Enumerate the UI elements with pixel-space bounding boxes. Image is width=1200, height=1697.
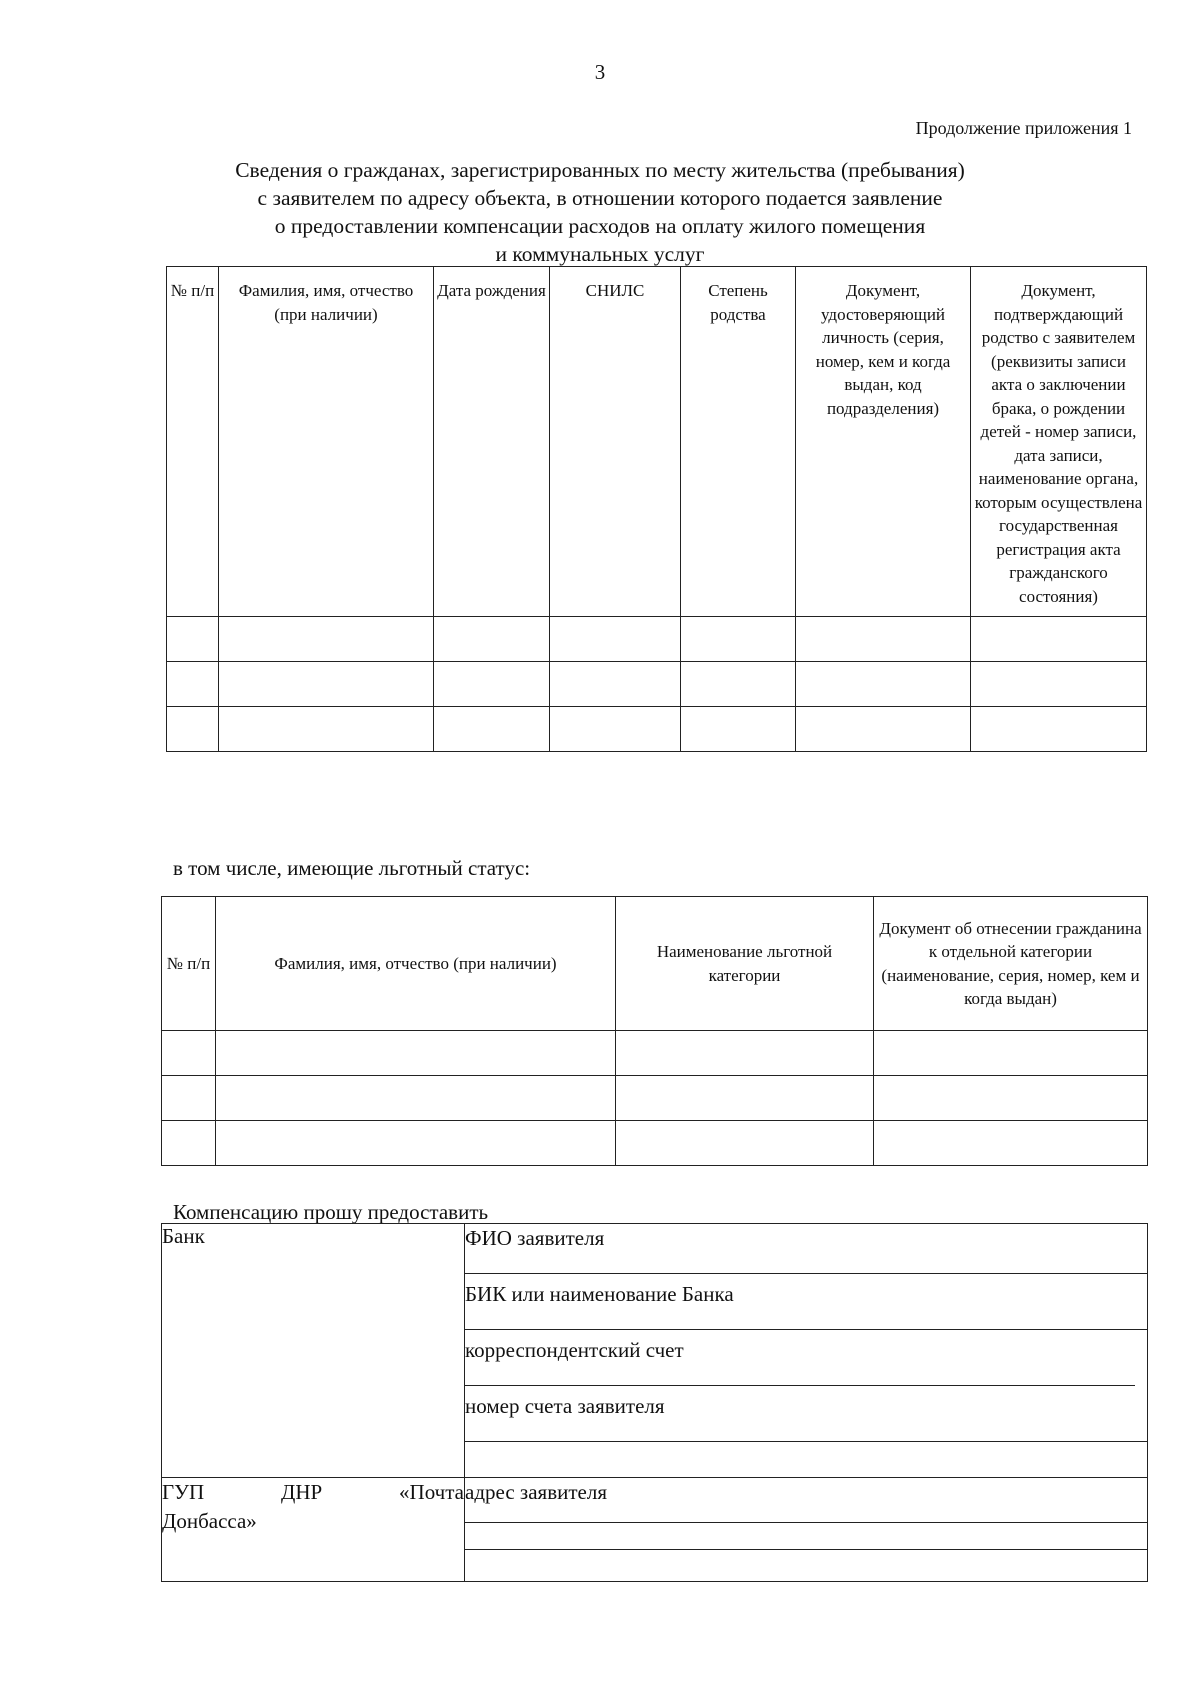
table-row (162, 1121, 1148, 1166)
table-cell[interactable] (681, 617, 796, 662)
table-cell[interactable] (616, 1121, 874, 1166)
col-header-birth-date: Дата рождения (434, 267, 550, 617)
privileged-table (161, 896, 1148, 1166)
post-row (162, 1478, 1148, 1582)
input-line (465, 1522, 1147, 1523)
title-line: Сведения о гражданах, зарегистрированных по месту жительства (пребывания) (235, 158, 965, 182)
table-cell[interactable] (162, 1121, 216, 1166)
table-cell[interactable] (434, 707, 550, 752)
table-cell[interactable] (216, 1031, 616, 1076)
bank-option[interactable] (162, 1224, 465, 1478)
post-label-line: Донбасса» (162, 1509, 257, 1533)
table-cell[interactable] (681, 662, 796, 707)
input-line (465, 1385, 1135, 1386)
citizens-table (166, 266, 1147, 752)
table-cell[interactable] (167, 707, 219, 752)
title-line: и коммунальных услуг (495, 242, 705, 266)
privileged-status-label: в том числе, имеющие льготный статус: (173, 856, 531, 880)
col-header-full-name: Фамилия, имя, отчество (при наличии) (219, 267, 434, 617)
table-cell[interactable] (162, 1076, 216, 1121)
table-cell[interactable] (971, 707, 1147, 752)
table-cell[interactable] (550, 662, 681, 707)
input-line (465, 1273, 1147, 1274)
table-row (162, 1076, 1148, 1121)
table-cell[interactable] (434, 617, 550, 662)
table-cell[interactable] (796, 662, 971, 707)
applicant-account-field[interactable] (465, 1392, 1147, 1448)
col-header-category-document: Документ об отнесении гражданина к отдельной категории (наименование, серия, номер, кем и когда выдан) (874, 897, 1148, 1031)
bank-bik-field[interactable] (465, 1280, 1147, 1336)
table-cell[interactable] (971, 662, 1147, 707)
col-header-identity-document: Документ, удостоверяющий личность (серия, номер, кем и когда выдан, код подразделения) (796, 267, 971, 617)
document-title (150, 156, 1050, 268)
field-label: ФИО заявителя (465, 1226, 605, 1250)
title-line: о предоставлении компенсации расходов на оплату жилого помещения (274, 214, 926, 238)
table-cell[interactable] (162, 1031, 216, 1076)
payment-method-table (161, 1223, 1148, 1582)
table-row (162, 1031, 1148, 1076)
table-row (167, 707, 1147, 752)
table-cell[interactable] (616, 1076, 874, 1121)
applicant-name-field[interactable] (465, 1224, 1147, 1280)
table-cell[interactable] (216, 1121, 616, 1166)
input-line (465, 1549, 1147, 1550)
title-line: с заявителем по адресу объекта, в отношении которого подается заявление (257, 186, 943, 210)
table-cell[interactable] (874, 1031, 1148, 1076)
table-cell[interactable] (434, 662, 550, 707)
col-header-benefit-category: Наименование льготной категории (616, 897, 874, 1031)
bank-label: Банк (162, 1224, 205, 1248)
col-header-full-name: Фамилия, имя, отчество (при наличии) (216, 897, 616, 1031)
table-row (167, 662, 1147, 707)
input-line (465, 1441, 1147, 1442)
table-cell[interactable] (874, 1076, 1148, 1121)
field-label: БИК или наименование Банка (465, 1282, 734, 1306)
bank-row (162, 1224, 1148, 1478)
table-cell[interactable] (796, 617, 971, 662)
field-label: номер счета заявителя (465, 1394, 665, 1418)
table-cell[interactable] (167, 662, 219, 707)
table-cell[interactable] (216, 1076, 616, 1121)
table-cell[interactable] (219, 662, 434, 707)
appendix-note: Продолжение приложения 1 (915, 118, 1132, 138)
post-label (162, 1478, 464, 1536)
col-header-relationship: Степень родства (681, 267, 796, 617)
post-label-line: ГУП ДНР «Почта (162, 1480, 464, 1504)
input-line (465, 1329, 1147, 1330)
table-cell[interactable] (971, 617, 1147, 662)
table-cell[interactable] (167, 617, 219, 662)
table-cell[interactable] (796, 707, 971, 752)
table-cell[interactable] (550, 617, 681, 662)
compensation-label: Компенсацию прошу предоставить (173, 1200, 489, 1224)
bank-details (465, 1224, 1148, 1478)
table-header-row (167, 267, 1147, 617)
applicant-address-field[interactable] (465, 1478, 1147, 1574)
table-cell[interactable] (550, 707, 681, 752)
table-cell[interactable] (616, 1031, 874, 1076)
col-header-snils: СНИЛС (550, 267, 681, 617)
field-label: корреспондентский счет (465, 1338, 684, 1362)
correspondent-account-field[interactable] (465, 1336, 1147, 1392)
table-cell[interactable] (874, 1121, 1148, 1166)
col-header-number: № п/п (167, 267, 219, 617)
page-number: 3 (594, 60, 606, 84)
field-label: адрес заявителя (465, 1480, 607, 1504)
post-details (465, 1478, 1148, 1582)
table-cell[interactable] (219, 617, 434, 662)
table-cell[interactable] (681, 707, 796, 752)
table-cell[interactable] (219, 707, 434, 752)
col-header-number: № п/п (162, 897, 216, 1031)
table-row (167, 617, 1147, 662)
table-header-row (162, 897, 1148, 1031)
col-header-kinship-document: Документ, подтверждающий родство с заявителем (реквизиты записи акта о заключении брака, о рождении детей - номер записи, дата записи, наименование органа, которым осуществлена государственная регистрация акта гражданского состояния) (971, 267, 1147, 617)
post-option[interactable] (162, 1478, 465, 1582)
